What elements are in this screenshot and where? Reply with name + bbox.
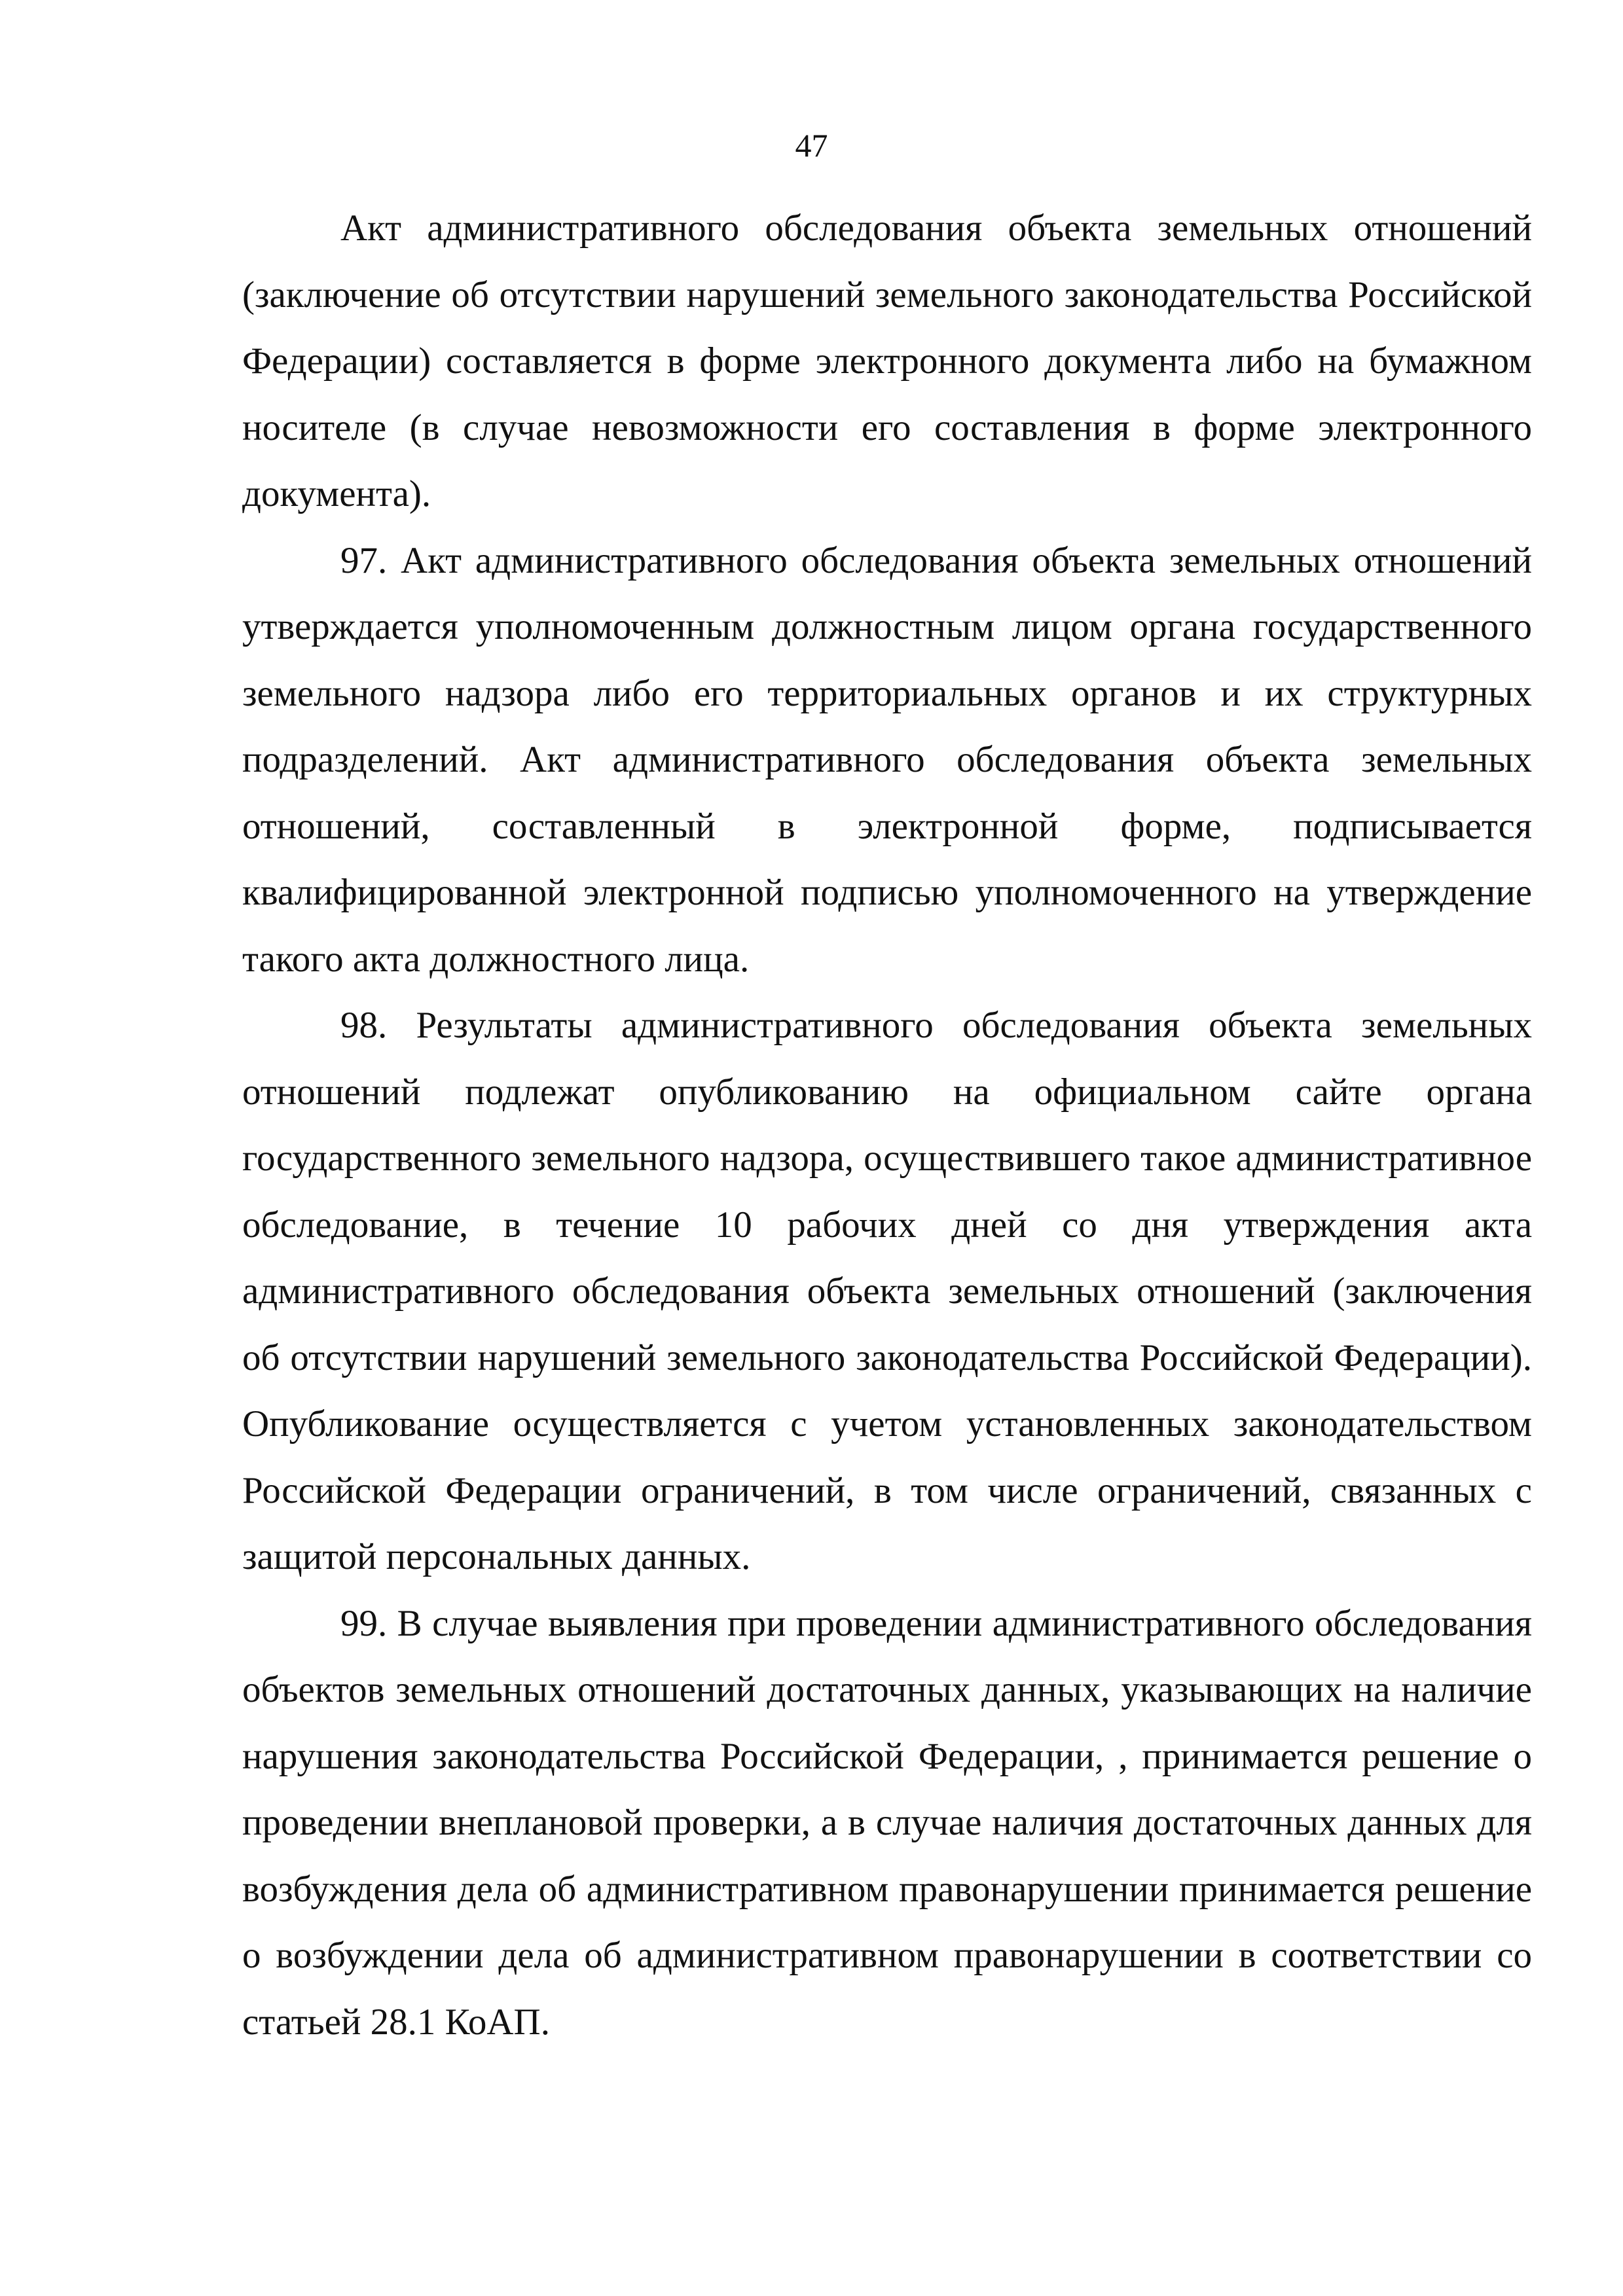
paragraph-98: 98. Результаты административного обследования объекта земельных отношений подлежат опубликованию на официальном сайте органа государственного земельного надзора, осуществившего такое административное обследование, в течение 10 рабочих дней со дня утверждения акта административного обследования объекта земельных отношений (заключения об отсутствии нарушений земельного законодательства Российской Федерации). Опубликование осуществляется с учетом установленных законодательством Российской Федерации ограничений, в том числе ограничений, связанных с защитой персональных данных. bbox=[242, 1005, 1532, 1577]
paragraph-99: 99. В случае выявления при проведении административного обследования объектов земельных отношений достаточных данных, указывающих на наличие нарушения законодательства Российской Федерации, , принимается решение о проведении внеплановой проверки, а в случае наличия достаточных данных для возбуждения дела об административном правонарушении принимается решение о возбуждении дела об административном правонарушении в соответствии со статьей 28.1 КоАП. bbox=[242, 1602, 1532, 2043]
paragraph-intro: Акт административного обследования объекта земельных отношений (заключение об отсутствии нарушений земельного законодательства Российской Федерации) составляется в форме электронного документа либо на бумажном носителе (в случае невозможности его составления в форме электронного документа). bbox=[242, 207, 1532, 514]
page-number: 47 bbox=[795, 127, 828, 164]
paragraph-97: 97. Акт административного обследования объекта земельных отношений утверждается уполномоченным должностным лицом органа государственного земельного надзора либо его территориальных органов и их структурных подразделений. Акт административного обследования объекта земельных отношений, составленный в электронной форме, подписывается квалифицированной электронной подписью уполномоченного на утверждение такого акта должностного лица. bbox=[242, 539, 1532, 980]
document-body bbox=[242, 195, 1532, 2055]
